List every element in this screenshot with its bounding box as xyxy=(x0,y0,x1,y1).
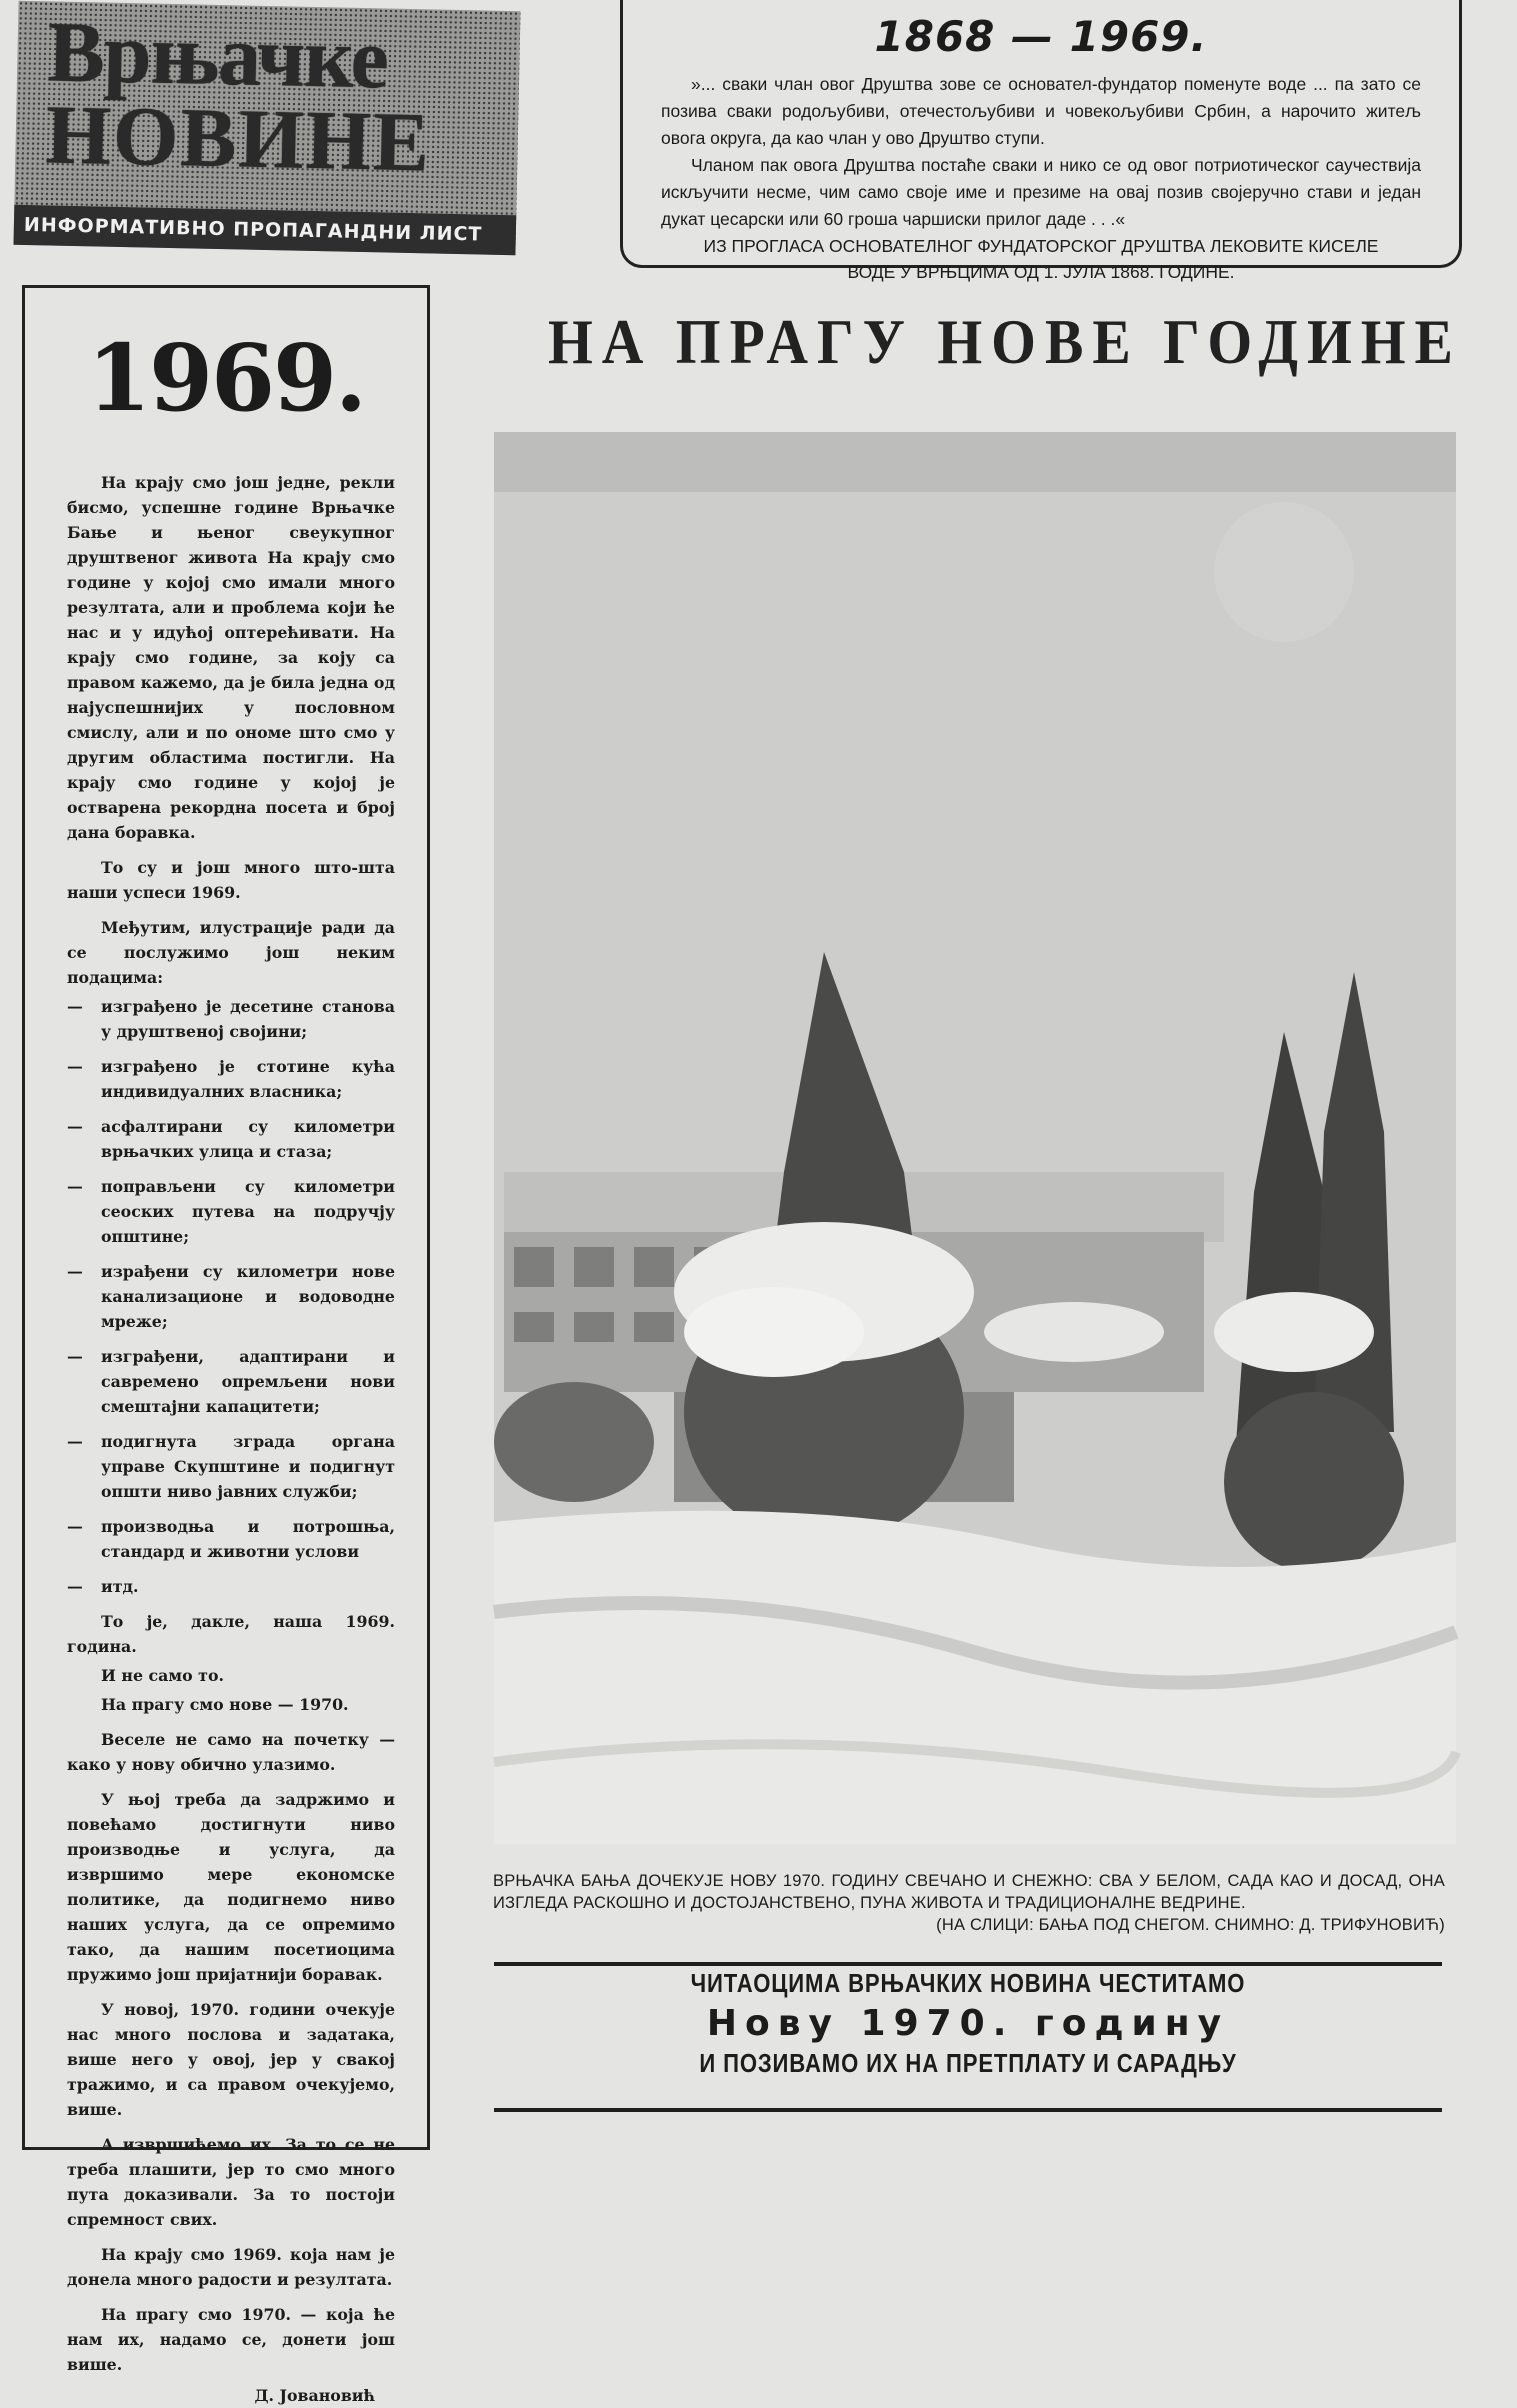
divider-rule xyxy=(494,2108,1442,2112)
article-title: 1969. xyxy=(86,324,366,432)
main-headline: НА ПРАГУ НОВЕ ГОДИНЕ xyxy=(548,306,1462,377)
article-paragraph: У њој треба да задржимо и повећамо достигнути ниво производње и услуга, да извршимо мере економске политике, да подигнемо ниво наших услуга, да се опремимо тако, да нашим посетиоцима пружимо још пријатнији боравак. xyxy=(67,1790,395,1984)
greeting-line: ЧИТАОЦИМА ВРЊАЧКИХ НОВИНА ЧЕСТИТАМО xyxy=(690,1968,1246,1998)
list-item: — поправљени су километри сеоских путева на подручју општине; xyxy=(67,1174,395,1249)
caption-text: ВРЊАЧКА БАЊА ДОЧЕКУЈЕ НОВУ 1970. ГОДИНУ СВЕЧАНО И СНЕЖНО: СВА У БЕЛОМ, САДА КАО И ДОСАД, ОНА ИЗГЛЕДА РАСКОШНО И ДОСТОЈАНСТВЕНО, ПУНА ЖИВОТА И ТРАДИЦИОНАЛНЕ ВЕДРИНЕ. xyxy=(493,1872,1445,1912)
author-signature: Д. Јовановић xyxy=(254,2386,375,2405)
photo-caption xyxy=(493,1870,1445,1936)
dash-bullet: — xyxy=(67,1347,83,1366)
list-item: — изграђени, адаптирани и савремено опремљени нови смештајни капацитети; xyxy=(67,1344,395,1419)
article-paragraph: Веселе не само на почетку — како у нову обично улазимо. xyxy=(67,1730,395,1774)
achievements-list xyxy=(67,994,395,1599)
quote-years-heading: 1868 — 1969. xyxy=(874,12,1208,61)
article-paragraph: На крају смо 1969. која нам је донела много радости и резултата. xyxy=(67,2245,395,2289)
quote-text xyxy=(623,61,1459,233)
list-item: — подигнута зграда органа управе Скупштине и подигнут општи ниво јавних служби; xyxy=(67,1429,395,1504)
newspaper-title-line2: НОВИНЕ xyxy=(44,88,433,190)
dash-bullet: — xyxy=(67,1177,83,1196)
article-paragraph: У новој, 1970. години очекује нас много послова и задатака, више него у овој, јер у свакој тражимо, и са правом очекујемо, више. xyxy=(67,2000,395,2119)
newspaper-title xyxy=(44,3,498,190)
list-item: — асфалтирани су километри врњачких улица и стаза; xyxy=(67,1114,395,1164)
photo-illustration xyxy=(494,432,1456,1844)
article-paragraph: А извршићемо их. За то се не треба плашити, јер то смо много пута доказивали. За то постоји спремност свих. xyxy=(67,2135,395,2229)
dash-bullet: — xyxy=(67,1432,83,1451)
dash-bullet: — xyxy=(67,1577,83,1596)
article-paragraph: На крају смо још једне, рекли бисмо, успешне године Врњачке Бање и њеног свеукупног друштвеног живота На крају смо године у којој смо имали много резултата, али и проблема који ће нас и у идућој оптерећивати. На крају смо године, за коју са правом кажемо, да је била једна од најуспешнијих у пословном смислу, али и по ономе што смо у другим областима постигли. На крају смо године у којој је остварена рекордна посета и број дана боравка. xyxy=(67,473,395,842)
masthead-logo xyxy=(14,1,521,255)
article-paragraph: На прагу смо 1970. — која ће нам их, надамо се, донети још више. xyxy=(67,2305,395,2374)
photo-credit: (НА СЛИЦИ: БАЊА ПОД СНЕГОМ. СНИМНО: Д. ТРИФУНОВИЋ) xyxy=(936,1916,1445,1934)
dash-bullet: — xyxy=(67,1517,83,1536)
quote-source-line: ВОДЕ У ВРЊЦИМА ОД 1. ЈУЛА 1868. ГОДИНЕ. xyxy=(847,262,1235,282)
article-body xyxy=(25,432,427,2408)
editorial-article xyxy=(22,285,430,2405)
founding-quote-box xyxy=(620,0,1462,282)
list-item: — производња и потрошња, стандард и животни услови xyxy=(67,1514,395,1564)
dash-bullet: — xyxy=(67,1057,83,1076)
greeting-highlight: Нову 1970. годину xyxy=(706,2003,1230,2044)
snowflake-icon xyxy=(1214,502,1354,642)
divider-rule xyxy=(494,1962,1442,1966)
dash-bullet: — xyxy=(67,1117,83,1136)
dash-bullet: — xyxy=(67,997,83,1016)
article-paragraph: Међутим, илустрације ради да се послужимо још неким подацима: xyxy=(67,918,395,987)
greeting-line: И ПОЗИВАМО ИХ НА ПРЕТПЛАТУ И САРАДЊУ xyxy=(699,2048,1237,2078)
quote-source xyxy=(623,233,1459,285)
article-paragraph: То је, дакле, наша 1969. година. xyxy=(67,1612,395,1656)
article-paragraph: То су и још много што-шта наши успеси 1969. xyxy=(67,858,395,902)
snow-scene-photo xyxy=(494,432,1456,1844)
newspaper-subtitle: ИНФОРМАТИВНО ПРОПАГАНДНИ ЛИСТ xyxy=(14,205,517,256)
new-year-greeting xyxy=(494,1968,1442,2079)
dash-bullet: — xyxy=(67,1262,83,1281)
newspaper-title-line1: Врњачке xyxy=(46,3,389,107)
list-item: — итд. xyxy=(67,1574,395,1599)
quote-paragraph: Чланом пак овога Друштва постаће сваки и нико се од овог потриотическог саучествија искључити несме, чим само своје име и презиме на овај позив својеручно стави и један дукат цесарски или 60 гроша чаршиски прилог даде . . .« xyxy=(661,155,1421,229)
article-paragraph: И не само то. xyxy=(101,1666,224,1685)
list-item: — изграђено је стотине кућа индивидуалних власника; xyxy=(67,1054,395,1104)
quote-source-line: ИЗ ПРОГЛАСА ОСНОВАТЕЛНОГ ФУНДАТОРСКОГ ДРУШТВА ЛЕКОВИТЕ КИСЕЛЕ xyxy=(703,236,1379,256)
article-paragraph: На прагу смо нове — 1970. xyxy=(101,1695,349,1714)
list-item: — израђени су километри нове канализационе и водоводне мреже; xyxy=(67,1259,395,1334)
quote-paragraph: »... сваки члан овог Друштва зове се основател-фундатор поменуте воде ... па зато се позива сваки родољубиви, отечестољубиви и човекољубиви Србин, а нарочито житељ овога округа, да као члан у ово Друштво ступи. xyxy=(661,74,1421,148)
list-item: — изграђено је десетине станова у друштвеној својини; xyxy=(67,994,395,1044)
